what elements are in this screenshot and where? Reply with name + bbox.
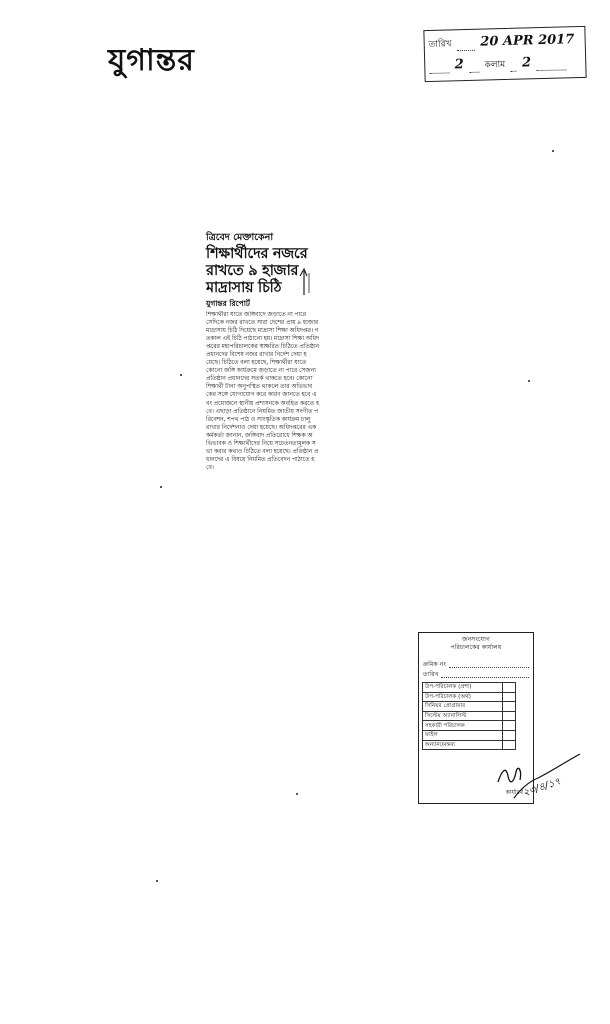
routing-header-line: পরিচালকের কার্যালয় — [450, 644, 502, 651]
table-row — [423, 702, 516, 712]
signature-date: ২৩/৪/১৭ — [521, 776, 563, 799]
table-row — [423, 740, 516, 750]
routing-row-label: সিস্টেম অ্যানালিস্ট — [423, 711, 503, 721]
scan-speck — [296, 793, 298, 795]
stamp-date-row — [429, 32, 575, 52]
routing-check-box — [503, 730, 516, 740]
routing-table — [422, 682, 516, 750]
clipping-body: শিক্ষার্থীরা যাতে জঙ্গিবাদে জড়াতে না পারে সেদিকে নজর রাখতে সারা দেশের প্রায় ৯ হাজার মাদ্রাসায় চিঠি দিয়েছে মাদ্রাসা শিক্ষা অধিদপ্তর। গতকাল এই চিঠি পাঠানো হয়। মাদ্রাসা শিক্ষা অধিদপ্তরের মহাপরিচালকের স্বাক্ষরিত চিঠিতে প্রতিষ্ঠান প্রধানদের বিশেষ নজর রাখার নির্দেশ দেয়া হয়েছে। চিঠিতে বলা হয়েছে, শিক্ষার্থীরা যাতে কোনো জঙ্গি কার্যক্রমে জড়াতে না পারে সেজন্য প্রতিষ্ঠান প্রধানদের সতর্ক থাকতে হবে। কোনো শিক্ষার্থী টানা অনুপস্থিত থাকলে তার অভিভাবকের সঙ্গে যোগাযোগ করে কারণ জানতে হবে এবং প্রয়োজনে স্থানীয় প্রশাসনকে অবহিত করতে হবে। এছাড়া প্রতিষ্ঠানে নিয়মিত জাতীয় সংগীত পরিবেশন, শপথ পাঠ ও সাংস্কৃতিক কার্যক্রম চালু রাখার নির্দেশনাও দেয়া হয়েছে। অধিদপ্তরের এক কর্মকর্তা জানান, জঙ্গিবাদ প্রতিরোধে শিক্ষক অভিভাবক ও শিক্ষার্থীদের নিয়ে সচেতনতামূলক সভা করার কথাও চিঠিতে বলা হয়েছে। প্রতিষ্ঠান প্রধানদের এ বিষয়ে নিয়মিত প্রতিবেদন পাঠাতে হবে। — [206, 311, 320, 471]
routing-serial-label: ক্রমিক নং — [423, 661, 447, 668]
stamp-page-row — [429, 54, 567, 74]
routing-check-box — [503, 702, 516, 712]
routing-row-label: সিনিয়র প্রোগ্রামার — [423, 702, 503, 712]
routing-check-box — [503, 683, 516, 693]
pen-arrow-mark — [296, 267, 312, 297]
scan-speck — [160, 486, 162, 488]
scan-speck — [156, 880, 158, 882]
routing-check-box — [503, 711, 516, 721]
table-row — [423, 711, 516, 721]
stamp-date-label: তারিখ — [428, 39, 452, 50]
stamp-date-value: 20 APR 2017 — [480, 32, 575, 50]
routing-row-label: অন্যান্য/মন্তব্য — [423, 740, 503, 750]
headline-line: রাখতে ৯ হাজার — [206, 263, 299, 279]
table-row — [423, 683, 516, 693]
stamp-column-value: 2 — [521, 55, 532, 71]
clipping-byline: যুগান্তর রিপোর্ট — [206, 299, 250, 308]
headline-line: শিক্ষার্থীদের নজরে — [206, 246, 308, 262]
scan-speck — [552, 150, 554, 152]
routing-date-label: তারিখ — [423, 671, 439, 678]
handwritten-signature — [488, 752, 588, 810]
routing-check-box — [503, 721, 516, 731]
clipping-kicker: ত্রিবেদ মেক্তাকেনা — [206, 232, 274, 243]
table-row — [423, 721, 516, 731]
routing-row-label: ফাইল — [423, 730, 503, 740]
routing-header-line: জনসংযোগ — [462, 636, 490, 643]
headline-line: মাদ্রাসায় চিঠি — [206, 280, 282, 296]
scan-speck — [528, 380, 530, 382]
scan-speck — [180, 374, 182, 376]
routing-action-label: কার্যার্থে — [505, 789, 523, 796]
routing-row-label: উপ-পরিচালক (প্রশা) — [423, 683, 503, 693]
table-row — [423, 730, 516, 740]
date-stamp — [423, 26, 586, 82]
stamp-column-label: কলাম — [484, 59, 506, 71]
routing-check-box — [503, 740, 516, 750]
newspaper-masthead: যুগান্তর — [108, 43, 195, 78]
table-row — [423, 692, 516, 702]
stamp-page-value: 2 — [454, 57, 464, 73]
routing-check-box — [503, 692, 516, 702]
routing-row-label: উপ-পরিচালক (অর্থ) — [423, 692, 503, 702]
routing-row-label: সহকারী পরিচালক — [423, 721, 503, 731]
